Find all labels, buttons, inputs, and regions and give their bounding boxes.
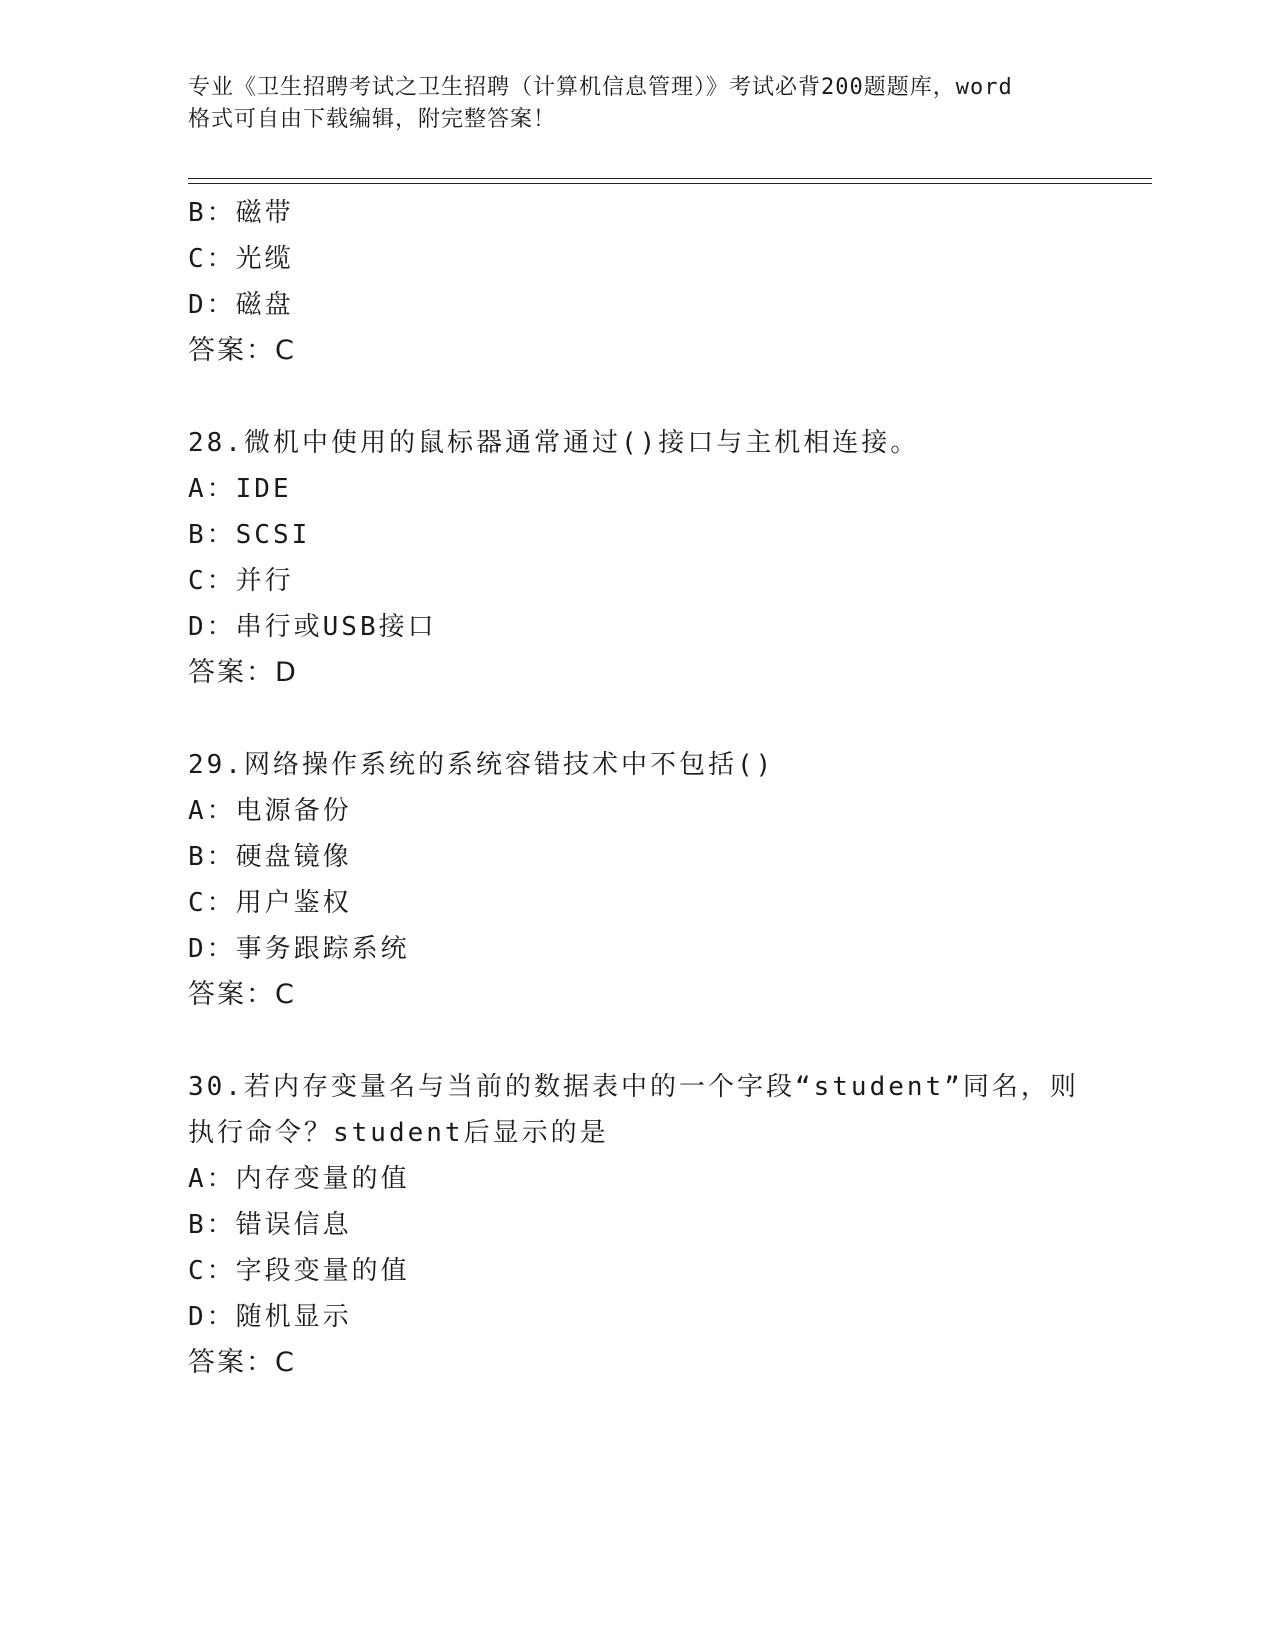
option-b: B：硬盘镜像 xyxy=(188,842,352,872)
question-text: 28.微机中使用的鼠标器通常通过()接口与主机相连接。 xyxy=(188,428,920,458)
question-text-line-1: 30.若内存变量名与当前的数据表中的一个字段“student”同名，则 xyxy=(188,1072,1079,1102)
option-d: D：串行或USB接口 xyxy=(188,612,437,642)
question-text-line-2: 执行命令？student后显示的是 xyxy=(188,1118,609,1148)
question-text: 29.网络操作系统的系统容错技术中不包括() xyxy=(188,750,775,780)
option-b: B：SCSI xyxy=(188,520,311,550)
block-spacer xyxy=(188,1018,1188,1064)
option-c: C：并行 xyxy=(188,566,294,596)
question-block-29 xyxy=(188,742,1188,1018)
document-header xyxy=(188,72,1088,136)
option-a: A：内存变量的值 xyxy=(188,1164,410,1194)
answer-line: 答案：C xyxy=(188,1347,296,1378)
block-spacer xyxy=(188,374,1188,420)
option-d: D：事务跟踪系统 xyxy=(188,934,410,964)
question-block-28 xyxy=(188,420,1188,696)
question-block-27 xyxy=(188,190,1188,374)
question-block-30 xyxy=(188,1064,1188,1386)
option-c: C：光缆 xyxy=(188,244,294,274)
header-title-line-2: 格式可自由下载编辑，附完整答案！ xyxy=(188,107,557,132)
option-d: D：磁盘 xyxy=(188,290,294,320)
question-list xyxy=(188,190,1188,1386)
option-a: A：电源备份 xyxy=(188,796,352,826)
header-divider-top xyxy=(188,178,1152,179)
option-b: B：磁带 xyxy=(188,198,294,228)
answer-line: 答案：C xyxy=(188,335,296,366)
option-b: B：错误信息 xyxy=(188,1210,352,1240)
option-d: D：随机显示 xyxy=(188,1302,352,1332)
header-title-line-1: 专业《卫生招聘考试之卫生招聘（计算机信息管理）》考试必背200题题库，word xyxy=(188,75,1013,100)
header-divider-bottom xyxy=(188,183,1152,184)
block-spacer xyxy=(188,696,1188,742)
option-a: A：IDE xyxy=(188,474,292,504)
option-c: C：用户鉴权 xyxy=(188,888,352,918)
answer-line: 答案：C xyxy=(188,979,296,1010)
option-c: C：字段变量的值 xyxy=(188,1256,410,1286)
answer-line: 答案：D xyxy=(188,657,298,688)
